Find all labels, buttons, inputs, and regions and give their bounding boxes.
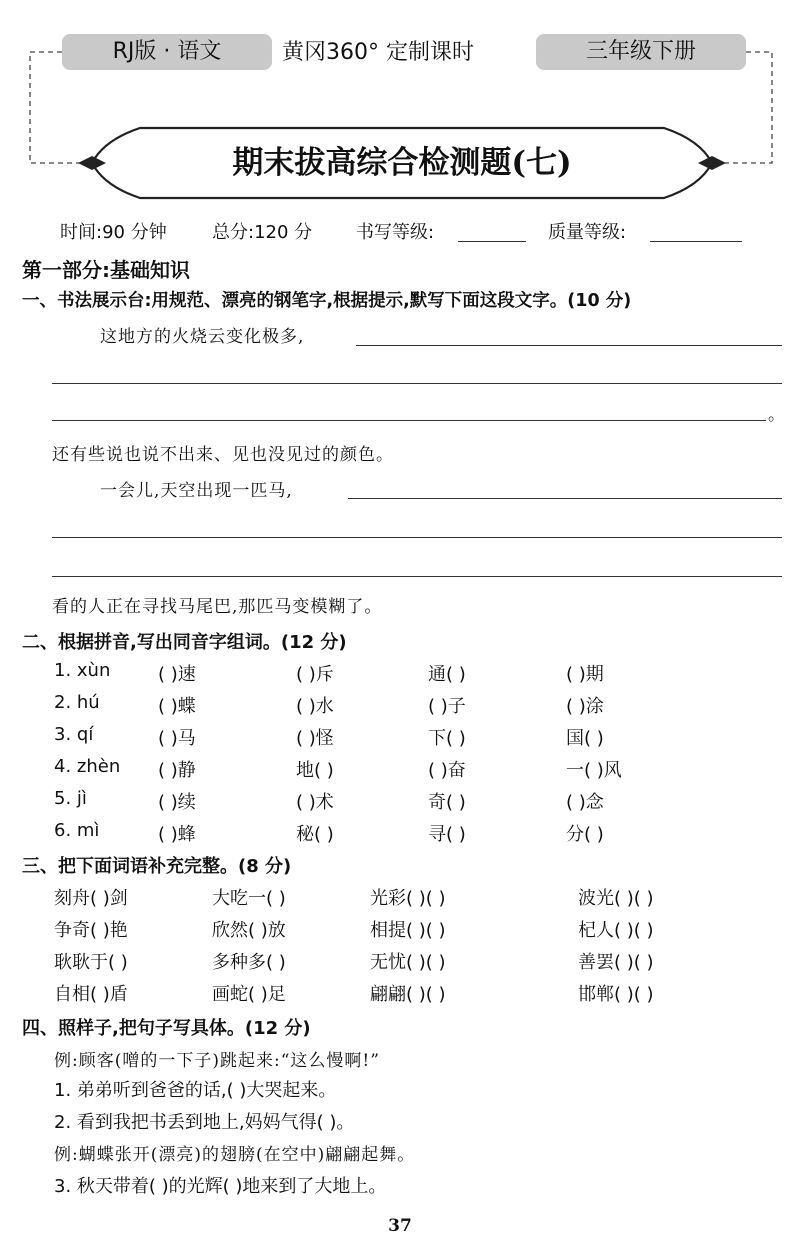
q2-blank-2[interactable]: 地( ) xyxy=(296,760,334,781)
q3-idiom-4[interactable]: 邯郸( )( ) xyxy=(578,984,654,1005)
q2-blank-3[interactable]: ( )子 xyxy=(428,696,466,717)
q3-heading: 三、把下面词语补充完整。(8 分) xyxy=(22,856,292,877)
q2-blank-3[interactable]: 下( ) xyxy=(428,728,466,749)
q3-idiom-1[interactable]: 争奇( )艳 xyxy=(54,920,128,941)
q2-blank-1[interactable]: ( )续 xyxy=(158,792,196,813)
q2-blank-3[interactable]: 奇( ) xyxy=(428,792,466,813)
grade-badge: 三年级下册 xyxy=(536,34,746,70)
q3-row-4 xyxy=(0,980,800,1006)
q2-blank-2[interactable]: ( )斥 xyxy=(296,664,334,685)
q1-answer-blank-6[interactable] xyxy=(52,576,782,577)
q1-line4: 看的人正在寻找马尾巴,那匹马变模糊了。 xyxy=(52,597,383,617)
writing-grade-blank[interactable] xyxy=(458,241,526,242)
q3-idiom-2[interactable]: 画蛇( )足 xyxy=(212,984,286,1005)
q3-idiom-2[interactable]: 欣然( )放 xyxy=(212,920,286,941)
q1-answer-blank-5[interactable] xyxy=(52,537,782,538)
q4-example-1: 例:顾客(噌的一下子)跳起来:“这么慢啊!” xyxy=(54,1051,380,1071)
q1-answer-blank-2[interactable] xyxy=(52,383,782,384)
q3-idiom-3[interactable]: 相提( )( ) xyxy=(370,920,446,941)
q3-row-3 xyxy=(0,948,800,974)
q1-answer-blank-3[interactable] xyxy=(52,420,766,421)
q3-idiom-4[interactable]: 杞人( )( ) xyxy=(578,920,654,941)
q1-heading: 一、书法展示台:用规范、漂亮的钢笔字,根据提示,默写下面这段文字。(10 分) xyxy=(22,291,632,311)
q1-answer-blank-4[interactable] xyxy=(348,498,782,499)
q2-heading: 二、根据拼音,写出同音字组词。(12 分) xyxy=(22,632,347,653)
q2-blank-1[interactable]: ( )速 xyxy=(158,664,196,685)
exam-total-score: 总分:120 分 xyxy=(212,222,313,243)
edition-badge: RJ版 · 语文 xyxy=(62,34,272,70)
exam-time: 时间:90 分钟 xyxy=(60,222,167,243)
q2-row-3 xyxy=(0,724,800,750)
q4-sentence-1[interactable]: 1. 弟弟听到爸爸的话,( )大哭起来。 xyxy=(54,1080,337,1101)
q3-idiom-2[interactable]: 大吃一( ) xyxy=(212,888,286,909)
q1-line3: 一会儿,天空出现一匹马, xyxy=(100,481,293,501)
q2-blank-4[interactable]: ( )涂 xyxy=(566,696,604,717)
part1-heading: 第一部分:基础知识 xyxy=(22,258,190,282)
q2-pinyin: 2. hú xyxy=(54,692,100,713)
q2-blank-2[interactable]: ( )水 xyxy=(296,696,334,717)
q3-idiom-4[interactable]: 善罢( )( ) xyxy=(578,952,654,973)
q2-blank-2[interactable]: ( )怪 xyxy=(296,728,334,749)
q3-idiom-3[interactable]: 翩翩( )( ) xyxy=(370,984,446,1005)
writing-grade-label: 书写等级: xyxy=(356,222,435,243)
q3-idiom-1[interactable]: 刻舟( )剑 xyxy=(54,888,128,909)
q2-blank-3[interactable]: 通( ) xyxy=(428,664,466,685)
q2-blank-4[interactable]: 一( )风 xyxy=(566,760,622,781)
q2-pinyin: 6. mì xyxy=(54,820,100,841)
q2-blank-3[interactable]: 寻( ) xyxy=(428,824,466,845)
q2-row-2 xyxy=(0,692,800,718)
q4-example-2: 例:蝴蝶张开(漂亮)的翅膀(在空中)翩翩起舞。 xyxy=(54,1145,416,1165)
q3-idiom-3[interactable]: 无忧( )( ) xyxy=(370,952,446,973)
q2-blank-1[interactable]: ( )蜂 xyxy=(158,824,196,845)
q1-line1: 这地方的火烧云变化极多, xyxy=(100,327,305,347)
q4-heading: 四、照样子,把句子写具体。(12 分) xyxy=(22,1018,311,1039)
q2-pinyin: 1. xùn xyxy=(54,660,111,681)
q3-idiom-1[interactable]: 耿耿于( ) xyxy=(54,952,128,973)
q2-blank-4[interactable]: 国( ) xyxy=(566,728,604,749)
q2-blank-1[interactable]: ( )静 xyxy=(158,760,196,781)
q2-blank-4[interactable]: 分( ) xyxy=(566,824,604,845)
q2-pinyin: 4. zhèn xyxy=(54,756,121,777)
q2-blank-1[interactable]: ( )蝶 xyxy=(158,696,196,717)
q2-blank-2[interactable]: 秘( ) xyxy=(296,824,334,845)
quality-grade-blank[interactable] xyxy=(650,241,742,242)
q4-sentence-3[interactable]: 3. 秋天带着( )的光辉( )地来到了大地上。 xyxy=(54,1176,387,1197)
page-number: 37 xyxy=(388,1216,412,1236)
page-title: 期末拔高综合检测题(七) xyxy=(232,145,572,181)
series-label: 黄冈360° 定制课时 xyxy=(282,40,474,65)
q3-row-1 xyxy=(0,884,800,910)
quality-grade-label: 质量等级: xyxy=(548,222,627,243)
q1-answer-blank-1[interactable] xyxy=(356,345,782,346)
q2-row-4 xyxy=(0,756,800,782)
q3-idiom-3[interactable]: 光彩( )( ) xyxy=(370,888,446,909)
q2-row-6 xyxy=(0,820,800,846)
q3-idiom-1[interactable]: 自相( )盾 xyxy=(54,984,128,1005)
q1-end-mark: 。 xyxy=(768,405,785,425)
q2-pinyin: 3. qí xyxy=(54,724,94,745)
q2-blank-4[interactable]: ( )期 xyxy=(566,664,604,685)
q2-blank-3[interactable]: ( )奋 xyxy=(428,760,466,781)
q4-sentence-2[interactable]: 2. 看到我把书丢到地上,妈妈气得( )。 xyxy=(54,1112,355,1133)
q2-pinyin: 5. jì xyxy=(54,788,87,809)
q2-row-1 xyxy=(0,660,800,686)
q3-idiom-4[interactable]: 波光( )( ) xyxy=(578,888,654,909)
q2-blank-2[interactable]: ( )术 xyxy=(296,792,334,813)
q2-blank-1[interactable]: ( )马 xyxy=(158,728,196,749)
q3-idiom-2[interactable]: 多种多( ) xyxy=(212,952,286,973)
q1-line2: 还有些说也说不出来、见也没见过的颜色。 xyxy=(52,445,394,465)
q2-row-5 xyxy=(0,788,800,814)
q2-blank-4[interactable]: ( )念 xyxy=(566,792,604,813)
q3-row-2 xyxy=(0,916,800,942)
